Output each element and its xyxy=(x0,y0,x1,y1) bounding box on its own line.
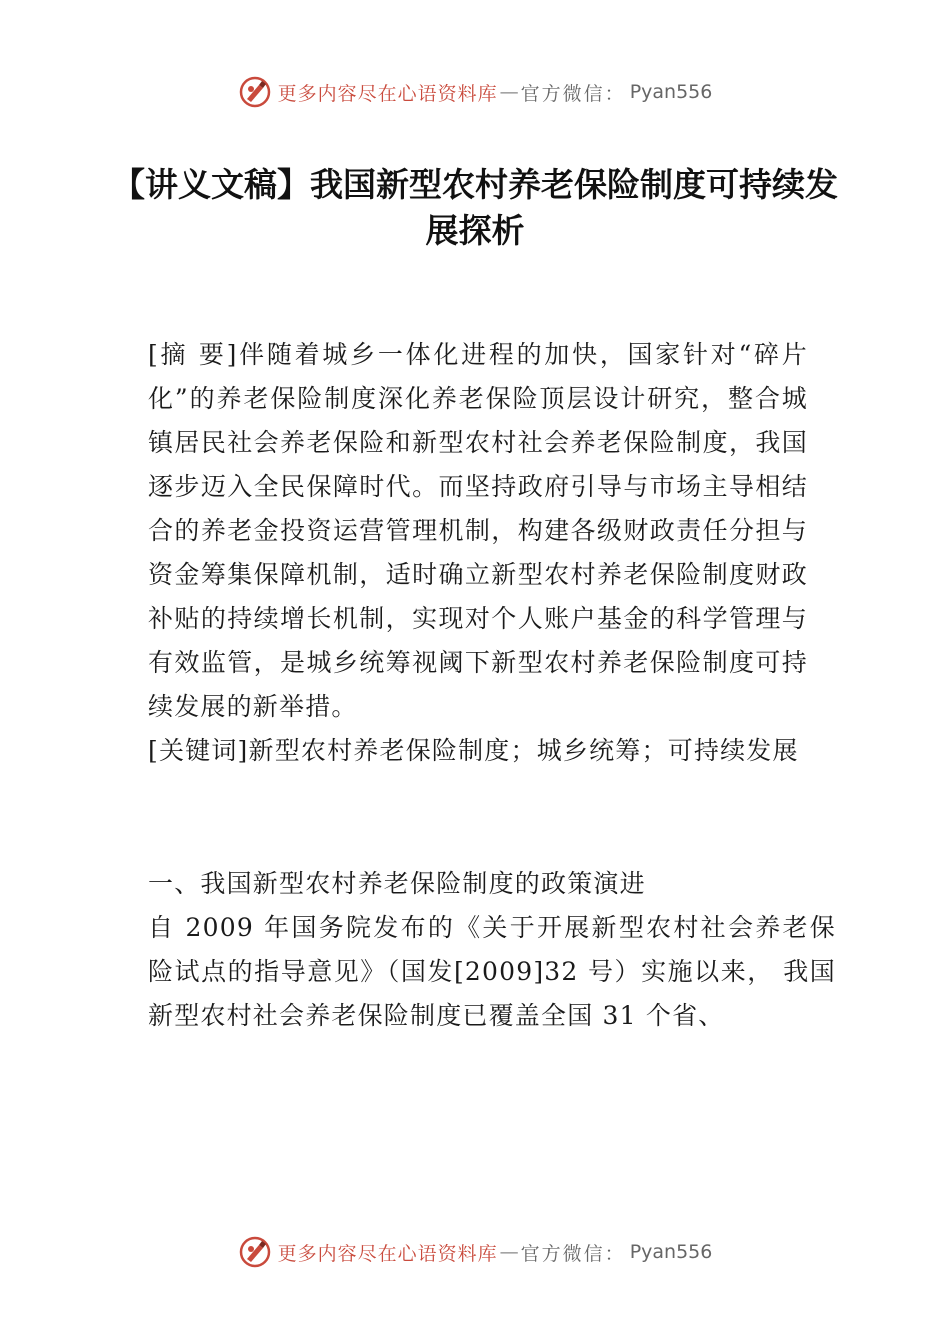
banner-text: 更多内容尽在心语资料库 xyxy=(277,82,498,105)
footer-banner xyxy=(0,1230,950,1274)
document-title: 【讲义文稿】我国新型农村养老保险制度可持续发展探析 xyxy=(112,165,838,250)
abstract-text: [摘 要]伴随着城乡一体化进程的加快，国家针对“碎片化”的养老保险制度深化养老保险顶层设计研究，整合城镇居民社会养老保险和新型农村社会养老保险制度，我国逐步迈入全民保障时代。而坚持政府引导与市场主导相结合的养老金投资运营管理机制，构建各级财政责任分担与资金筹集保障机制，适时确立新型农村养老保险制度财政补贴的持续增长机制，实现对个人账户基金的科学管理与有效监管，是城乡统筹视阈下新型农村养老保险制度可持续发展的新举措。 xyxy=(148,340,808,721)
section-paragraph: 自 2009 年国务院发布的《关于开展新型农村社会养老保险试点的指导意见》（国发[2009]32 号）实施以来， 我国新型农村社会养老保险制度已覆盖全国 31 个省、 xyxy=(148,913,836,1030)
banner-wechat-id: Pyan556 xyxy=(629,81,713,103)
banner-wechat-label: 官方微信： xyxy=(520,1242,626,1265)
abstract-block xyxy=(148,333,808,773)
banner-separator: — xyxy=(499,81,519,103)
section-heading: 一、我国新型农村养老保险制度的政策演进 xyxy=(148,869,646,898)
logo-icon xyxy=(238,1235,272,1269)
header-banner xyxy=(0,70,950,114)
banner-wechat-id: Pyan556 xyxy=(629,1241,713,1263)
banner-text: 更多内容尽在心语资料库 xyxy=(277,1242,498,1265)
logo-icon xyxy=(238,75,272,109)
keywords-text: [关键词]新型农村养老保险制度；城乡统筹；可持续发展 xyxy=(148,736,799,765)
banner-separator: — xyxy=(499,1241,519,1263)
banner-wechat-label: 官方微信： xyxy=(520,82,626,105)
section-1 xyxy=(148,862,836,1038)
